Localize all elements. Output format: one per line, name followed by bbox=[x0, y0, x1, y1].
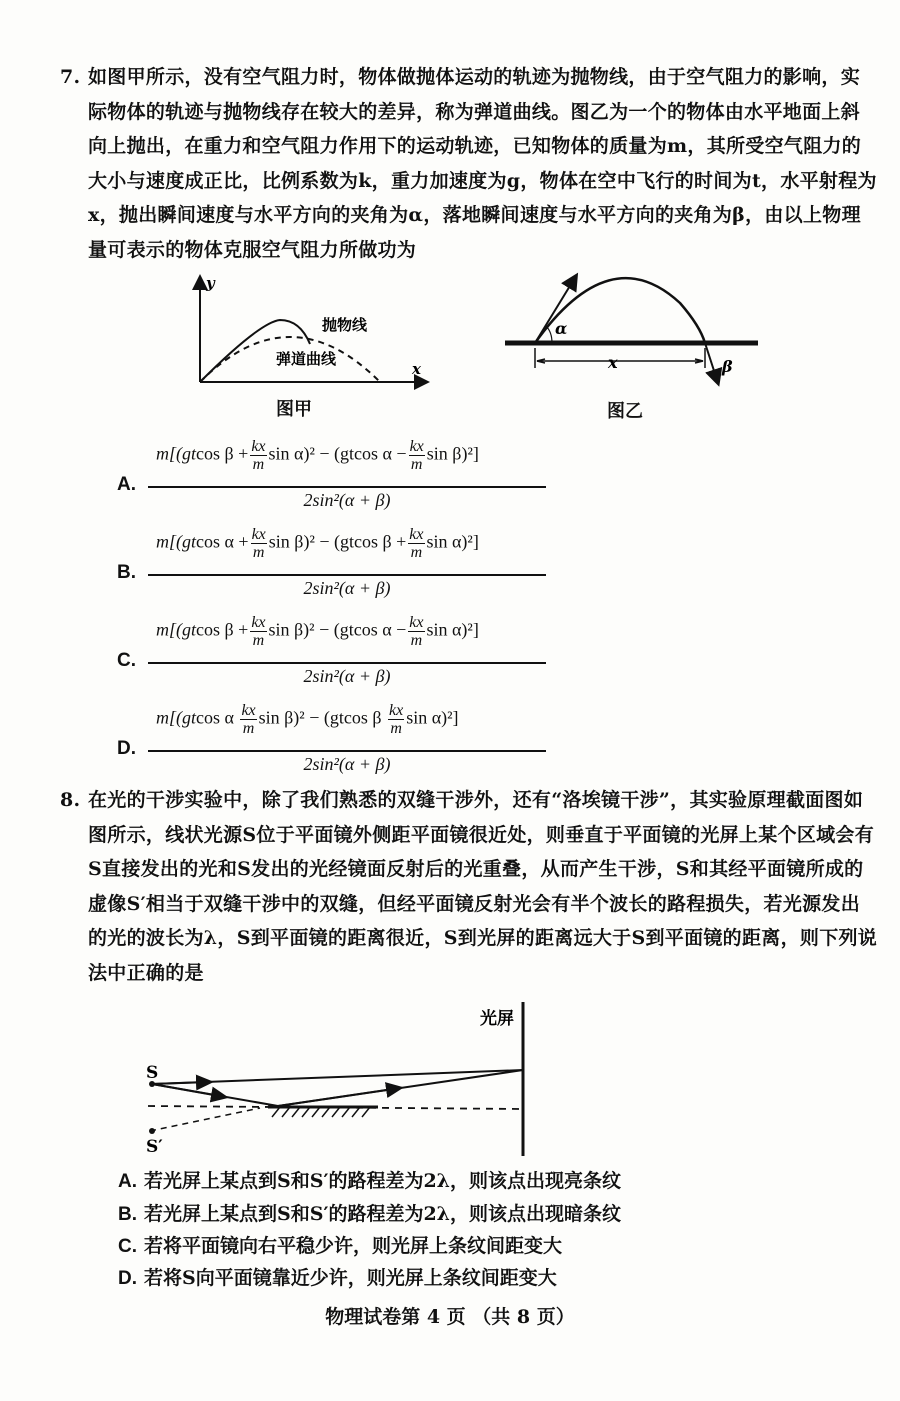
option-b-formula: m[(gtcos α + $\frac{kx}{m}$ sin β)² − (gtcos β + $\frac{kx}{m}$ sin α)²] 2sin²(α + β) bbox=[148, 526, 548, 606]
figure-jia bbox=[190, 272, 440, 394]
figure-jia-caption: 图甲 bbox=[276, 399, 312, 420]
option-b-letter: B. bbox=[117, 562, 136, 583]
q8-option-a[interactable]: A. 若光屏上某点到S和S′的路程差为2λ，则该点出现亮条纹 bbox=[118, 1170, 621, 1192]
option-c-letter: C. bbox=[117, 650, 136, 671]
option-c-formula: m[(gtcos β + $\frac{kx}{m}$ sin β)² − (gtcos α − $\frac{kx}{m}$ sin α)²] 2sin²(α + β) bbox=[148, 614, 548, 694]
image-label: S′ bbox=[146, 1137, 163, 1157]
option-a-letter: A. bbox=[117, 474, 136, 495]
source-label: S bbox=[146, 1063, 159, 1083]
question-7-number: 7. bbox=[60, 66, 81, 88]
ballistic-label: 弹道曲线 bbox=[276, 350, 337, 368]
y-axis-label: y bbox=[206, 274, 215, 292]
q8-option-c[interactable]: C. 若将平面镜向右平稳少许，则光屏上条纹间距变大 bbox=[118, 1235, 563, 1257]
option-d-formula: m[(gtcos α $\frac{kx}{m}$ sin β)² − (gtcos β $\frac{kx}{m}$ sin α)²] 2sin²(α + β) bbox=[148, 702, 548, 782]
question-8 bbox=[60, 783, 878, 990]
question-8-text: 在光的干涉实验中，除了我们熟悉的双缝干涉外，还有“洛埃镜干涉”，其实验原理截面图如图所示，线状光源S位于平面镜外侧距平面镜很近处，则垂直于平面镜的光屏上某个区域会有S直接发出的光和S发出的光经镜面反射后的光重叠，从而产生干涉，S和其经平面镜所成的虚像S′相当于双缝干涉中的双缝，但经平面镜反射光会有半个波长的路程损失，若光源发出的光的波长为λ，S到平面镜的距离很近，S到光屏的距离远大于S到平面镜的距离，则下列说法中正确的是 bbox=[88, 789, 878, 984]
page-footer: 物理试卷第 4 页 （共 8 页） bbox=[325, 1306, 575, 1328]
virtual-ray bbox=[150, 1108, 260, 1131]
figure-yi bbox=[500, 268, 760, 398]
parabola-label: 抛物线 bbox=[322, 316, 368, 334]
question-7 bbox=[60, 60, 878, 267]
range-label: x bbox=[608, 353, 618, 372]
question-8-number: 8. bbox=[60, 789, 81, 811]
q8-option-b[interactable]: B. 若光屏上某点到S和S′的路程差为2λ，则该点出现暗条纹 bbox=[118, 1203, 621, 1225]
figure-yi-caption: 图乙 bbox=[607, 401, 643, 422]
option-a-formula: m[(gtcos β + $\frac{kx}{m}$ sin α)² − (gtcos α − $\frac{kx}{m}$ sin β)²] 2sin²(α + β) bbox=[148, 438, 548, 518]
option-d-letter: D. bbox=[117, 738, 136, 759]
x-axis-label: x bbox=[412, 360, 421, 378]
beta-label: β bbox=[722, 357, 733, 376]
question-7-text: 如图甲所示，没有空气阻力时，物体做抛体运动的轨迹为抛物线，由于空气阻力的影响，实际物体的轨迹与抛物线存在较大的差异，称为弹道曲线。图乙为一个的物体由水平地面上斜向上抛出，在重力和空气阻力作用下的运动轨迹，已知物体的质量为m，其所受空气阻力的大小与速度成正比，比例系数为k，重力加速度为g，物体在空中飞行的时间为t，水平射程为x，抛出瞬间速度与水平方向的夹角为α，落地瞬间速度与水平方向的夹角为β，由以上物理量可表示的物体克服空气阻力所做功为 bbox=[88, 66, 877, 261]
q8-option-d[interactable]: D. 若将S向平面镜靠近少许，则光屏上条纹间距变大 bbox=[118, 1267, 557, 1289]
screen-label: 光屏 bbox=[480, 1009, 514, 1029]
image-point bbox=[149, 1128, 155, 1134]
landing-velocity-arrow bbox=[705, 343, 718, 383]
lloyd-mirror-figure bbox=[140, 996, 560, 1162]
alpha-label: α bbox=[555, 319, 568, 338]
